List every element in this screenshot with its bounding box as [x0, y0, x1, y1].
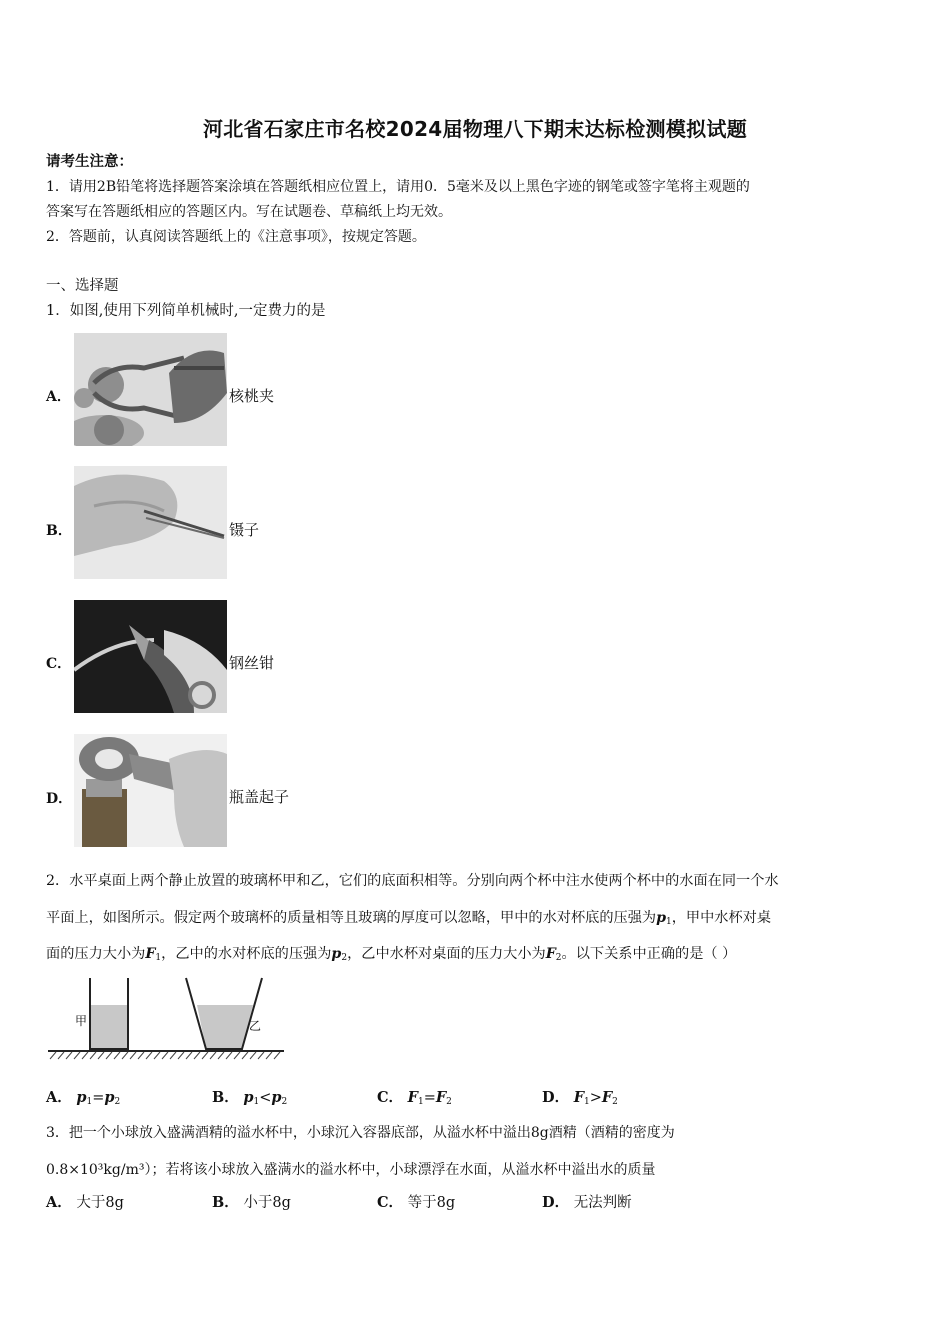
q2-cups-figure [46, 975, 286, 1065]
bottle-opener-photo [74, 734, 227, 847]
q2-option-c-s1: 1 [417, 1097, 424, 1107]
notice-heading: 请考生注意： [46, 153, 133, 170]
q3-option-b [212, 1193, 291, 1213]
q1-stem: 1．如图,使用下列简单机械时,一定费力的是 [46, 303, 326, 319]
q1-option-a-letter: A． [46, 389, 71, 405]
q2-option-d-s1: 1 [583, 1097, 590, 1107]
q3-option-a-letter: A． [46, 1194, 72, 1211]
q2-option-a-s1: 1 [86, 1097, 93, 1107]
q2-line-2 [46, 908, 771, 932]
q2-option-b-op: < [259, 1090, 272, 1106]
q2-option-c-rhs: F [435, 1089, 447, 1106]
q2-option-a-rhs: p [104, 1089, 115, 1106]
q2-option-d-rhs: F [601, 1089, 613, 1106]
q1-option-a-label: 核桃夹 [229, 387, 275, 405]
q2-option-a-letter: A． [46, 1089, 72, 1106]
q1-option-c-label: 钢丝钳 [229, 654, 275, 672]
q2-line-3-b: ，乙中的水对杯底的压强为 [161, 946, 332, 962]
q3-option-a-text: 大于8g [76, 1195, 124, 1211]
q3-option-c-text: 等于8g [407, 1195, 456, 1211]
q2-line-3-d: 。以下关系中正确的是（ ） [561, 946, 737, 962]
q2-option-a-op: = [92, 1090, 105, 1106]
q2-f2-symbol: F [545, 946, 556, 962]
q2-f2-subscript: 2 [555, 953, 562, 963]
tweezers-photo [74, 466, 227, 579]
q3-option-d-text: 无法判断 [573, 1195, 632, 1211]
q2-option-b-rhs: p [271, 1089, 282, 1106]
q2-option-d-letter: D． [542, 1089, 570, 1106]
q3-option-b-text: 小于8g [243, 1195, 291, 1211]
q2-line-3 [46, 944, 736, 968]
q2-line-1: 2．水平桌面上两个静止放置的玻璃杯甲和乙，它们的底面积相等。分别向两个杯中注水使两个杯中的水面在同一个水 [46, 873, 779, 889]
q1-option-d-label: 瓶盖起子 [229, 788, 290, 806]
q2-f1-subscript: 1 [155, 953, 162, 963]
q2-f1-symbol: F [145, 946, 156, 962]
q3-line-1: 3．把一个小球放入盛满酒精的溢水杯中，小球沉入容器底部，从溢水杯中溢出8g酒精（酒精的密度为 [46, 1125, 675, 1141]
q2-option-d [542, 1088, 618, 1112]
q2-line-2-tail: ，甲中水杯对桌 [671, 910, 772, 926]
q2-p1-symbol: p [656, 910, 666, 926]
q2-option-b-s1: 1 [253, 1097, 260, 1107]
q2-option-c-op: = [423, 1090, 436, 1106]
q2-option-b [212, 1088, 287, 1112]
page-title: 河北省石家庄市名校2024届物理八下期末达标检测模拟试题 [202, 117, 748, 141]
q2-line-2-text: 平面上，如图所示。假定两个玻璃杯的质量相等且玻璃的厚度可以忽略，甲中的水对杯底的压强为 [46, 910, 657, 926]
q3-option-a [46, 1193, 124, 1213]
q2-line-3-c: ，乙中水杯对桌面的压力大小为 [347, 946, 546, 962]
q3-option-c-letter: C． [377, 1194, 404, 1211]
q2-option-b-letter: B． [212, 1089, 239, 1106]
q2-option-c-lhs: F [407, 1089, 418, 1106]
q1-option-d-letter: D． [46, 791, 73, 807]
notice-line-2: 2．答题前，认真阅读答题纸上的《注意事项》，按规定答题。 [46, 229, 426, 245]
cup-label-jia: 甲 [75, 1014, 88, 1028]
cup-label-yi: 乙 [249, 1019, 262, 1033]
q2-p1-subscript: 1 [666, 917, 672, 927]
q2-option-a-lhs: p [76, 1089, 87, 1106]
nutcracker-photo [74, 333, 227, 446]
q2-option-d-lhs: F [573, 1089, 584, 1106]
q2-option-b-lhs: p [243, 1089, 254, 1106]
q1-option-c-letter: C． [46, 656, 72, 672]
q2-option-a [46, 1088, 120, 1112]
q2-p2-subscript: 2 [341, 953, 348, 963]
section-heading: 一、选择题 [46, 278, 119, 294]
q2-option-b-s2: 2 [281, 1097, 288, 1107]
q3-option-b-letter: B． [212, 1194, 239, 1211]
q3-line-2: 0.8×10³kg/m³）；若将该小球放入盛满水的溢水杯中，小球漂浮在水面，从溢水杯中溢出水的质量 [46, 1162, 656, 1178]
q3-option-d [542, 1193, 632, 1213]
q2-option-c [377, 1088, 452, 1112]
q3-option-d-letter: D． [542, 1194, 570, 1211]
q2-line-3-a: 面的压力大小为 [46, 946, 146, 962]
notice-line-1b: 答案写在答题纸相应的答题区内。写在试题卷、草稿纸上均无效。 [46, 204, 452, 220]
q2-option-c-s2: 2 [446, 1097, 452, 1107]
q2-option-a-s2: 2 [114, 1097, 121, 1107]
q2-option-d-op: > [589, 1090, 602, 1106]
q2-option-c-letter: C． [377, 1089, 404, 1106]
q2-option-d-s2: 2 [612, 1097, 618, 1107]
q1-option-b-label: 镊子 [229, 521, 260, 539]
pliers-photo [74, 600, 227, 713]
q2-p2-symbol: p [331, 946, 342, 962]
q1-option-b-letter: B． [46, 523, 72, 539]
notice-line-1: 1．请用2B铅笔将选择题答案涂填在答题纸相应位置上，请用0．5毫米及以上黑色字迹的钢笔或签字笔将主观题的 [46, 179, 750, 195]
q3-option-c [377, 1193, 455, 1213]
